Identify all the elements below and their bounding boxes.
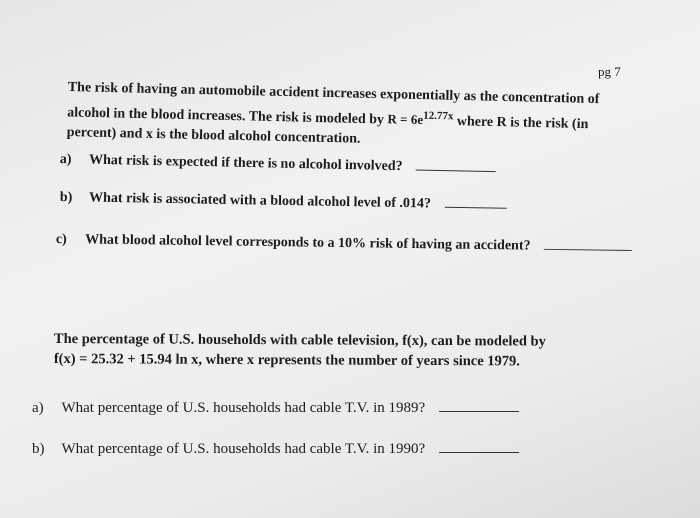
- problem-2-line-2: f(x) = 25.32 + 15.94 ln x, where x represents the number of years since 1979.: [53, 350, 521, 370]
- answer-blank-2a[interactable]: [439, 410, 519, 412]
- risk-formula-exponent: 12.77x: [423, 110, 454, 123]
- problem-1-statement: [67, 78, 658, 157]
- question-2b: [32, 441, 519, 458]
- question-1c-text: What blood alcohol level corresponds to a 10% risk of having an accident?: [85, 232, 531, 254]
- problem-1-line-1: The risk of having an automobile accident increases exponentially as the concentration of: [67, 79, 600, 108]
- problem-1-line-2-start: alcohol in the blood increases. The risk is modeled by: [67, 105, 385, 128]
- question-1a-letter: a): [59, 152, 72, 168]
- problem-1-line-3: percent) and x is the blood alcohol concentration.: [66, 125, 361, 147]
- question-1b-text: What risk is associated with a blood alcohol level of .014?: [88, 190, 432, 212]
- question-1b: [60, 190, 507, 214]
- risk-formula: [387, 112, 453, 128]
- question-2a-text: What percentage of U.S. households had cable T.V. in 1989?: [61, 400, 426, 416]
- answer-blank-1b[interactable]: [444, 206, 506, 209]
- answer-blank-1a[interactable]: [416, 168, 496, 172]
- answer-blank-1c[interactable]: [544, 248, 632, 251]
- problem-2-statement: [54, 329, 654, 372]
- question-1b-letter: b): [59, 190, 73, 206]
- question-1c-letter: c): [55, 232, 67, 248]
- problem-1-line-2-end: where R is the risk (in: [456, 114, 589, 133]
- question-2a-letter: a): [32, 400, 44, 416]
- question-2b-text: What percentage of U.S. households had cable T.V. in 1990?: [61, 441, 426, 457]
- question-2a: [32, 400, 519, 417]
- question-2b-letter: b): [32, 441, 45, 457]
- question-1a-text: What risk is expected if there is no alcohol involved?: [88, 152, 403, 175]
- answer-blank-2b[interactable]: [439, 451, 519, 453]
- problem-2-line-1: The percentage of U.S. households with cable television, f(x), can be modeled by: [53, 330, 546, 350]
- question-1a: [60, 152, 497, 177]
- risk-formula-base: R = 6e: [387, 111, 424, 128]
- page-number: pg 7: [598, 64, 621, 79]
- question-1c: [56, 232, 632, 256]
